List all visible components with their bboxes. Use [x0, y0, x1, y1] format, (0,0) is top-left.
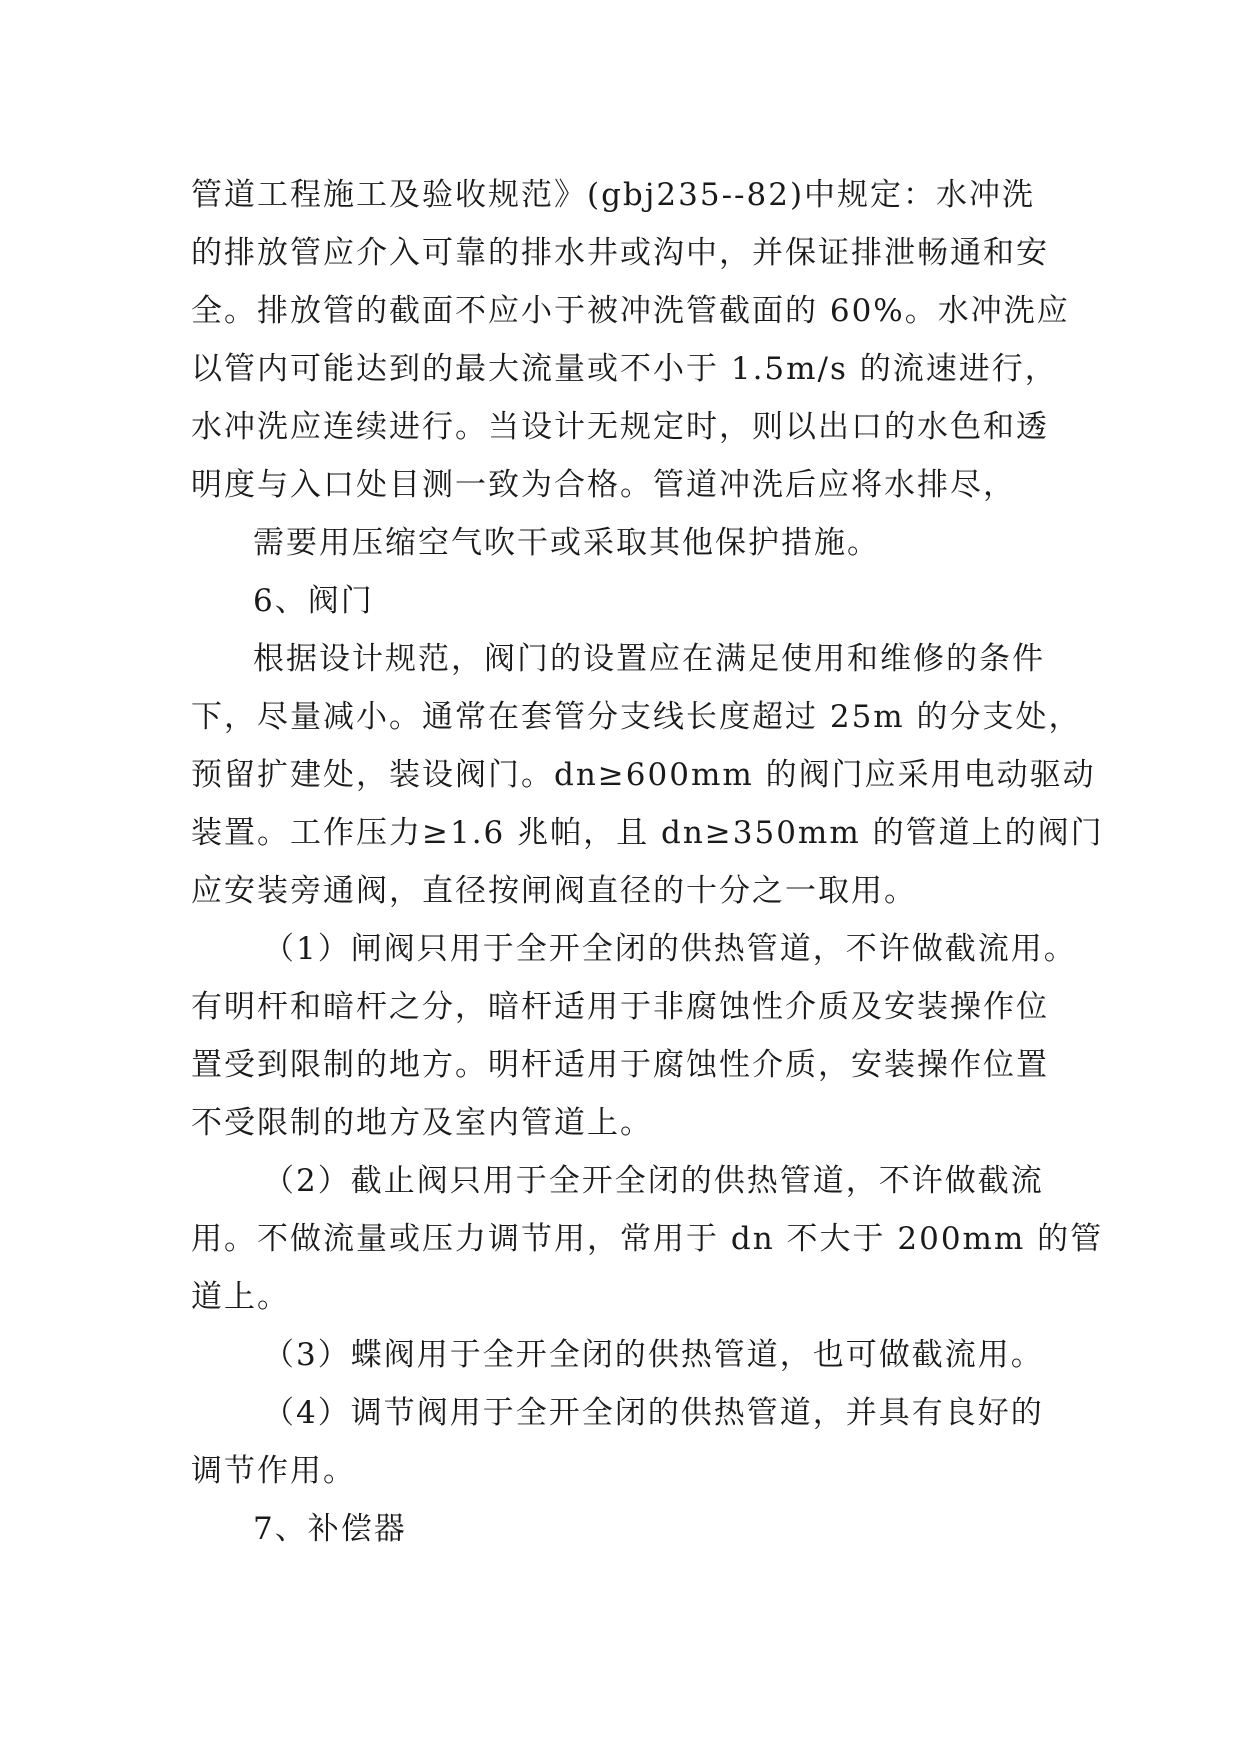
text-line: 管道工程施工及验收规范》(gbj235--82)中规定：水冲洗 [191, 177, 1036, 213]
text-line: 的排放管应介入可靠的排水井或沟中，并保证排泄畅通和安 [191, 235, 1049, 271]
text-line: 明度与入口处目测一致为合格。管道冲洗后应将水排尽， [191, 467, 1016, 503]
text-line: 调节作用。 [191, 1453, 356, 1489]
text-line: 需要用压缩空气吹干或采取其他保护措施。 [253, 525, 880, 561]
text-line: （2）截止阀只用于全开全闭的供热管道，不许做截流 [263, 1163, 1044, 1199]
text-line: （4）调节阀用于全开全闭的供热管道，并具有良好的 [263, 1395, 1044, 1431]
text-line: 道上。 [191, 1279, 290, 1315]
document-body [191, 166, 1104, 1558]
text-line: 装置。工作压力≥1.6 兆帕，且 dn≥350mm 的管道上的阀门 [191, 815, 1104, 851]
text-line: 不受限制的地方及室内管道上。 [191, 1105, 653, 1141]
text-line: 以管内可能达到的最大流量或不小于 1.5m/s 的流速进行， [191, 351, 1058, 387]
text-line: （3）蝶阀用于全开全闭的供热管道，也可做截流用。 [263, 1337, 1044, 1373]
text-line: 用。不做流量或压力调节用，常用于 dn 不大于 200mm 的管 [191, 1221, 1104, 1257]
text-line: 7、补偿器 [253, 1511, 407, 1547]
text-line: 置受到限制的地方。明杆适用于腐蚀性介质，安装操作位置 [191, 1047, 1049, 1083]
text-line: 水冲洗应连续进行。当设计无规定时，则以出口的水色和透 [191, 409, 1049, 445]
text-line: 下，尽量减小。通常在套管分支线长度超过 25m 的分支处， [191, 699, 1082, 735]
text-line: 根据设计规范，阀门的设置应在满足使用和维修的条件 [253, 641, 1045, 677]
text-line: 应安装旁通阀，直径按闸阀直径的十分之一取用。 [191, 873, 917, 909]
text-line: 有明杆和暗杆之分，暗杆适用于非腐蚀性介质及安装操作位 [191, 989, 1049, 1025]
text-line: （1）闸阀只用于全开全闭的供热管道，不许做截流用。 [263, 931, 1077, 967]
text-line: 预留扩建处，装设阀门。dn≥600mm 的阀门应采用电动驱动 [191, 757, 1096, 793]
text-line: 6、阀门 [253, 583, 374, 619]
text-line: 全。排放管的截面不应小于被冲洗管截面的 60%。水冲洗应 [191, 293, 1070, 329]
